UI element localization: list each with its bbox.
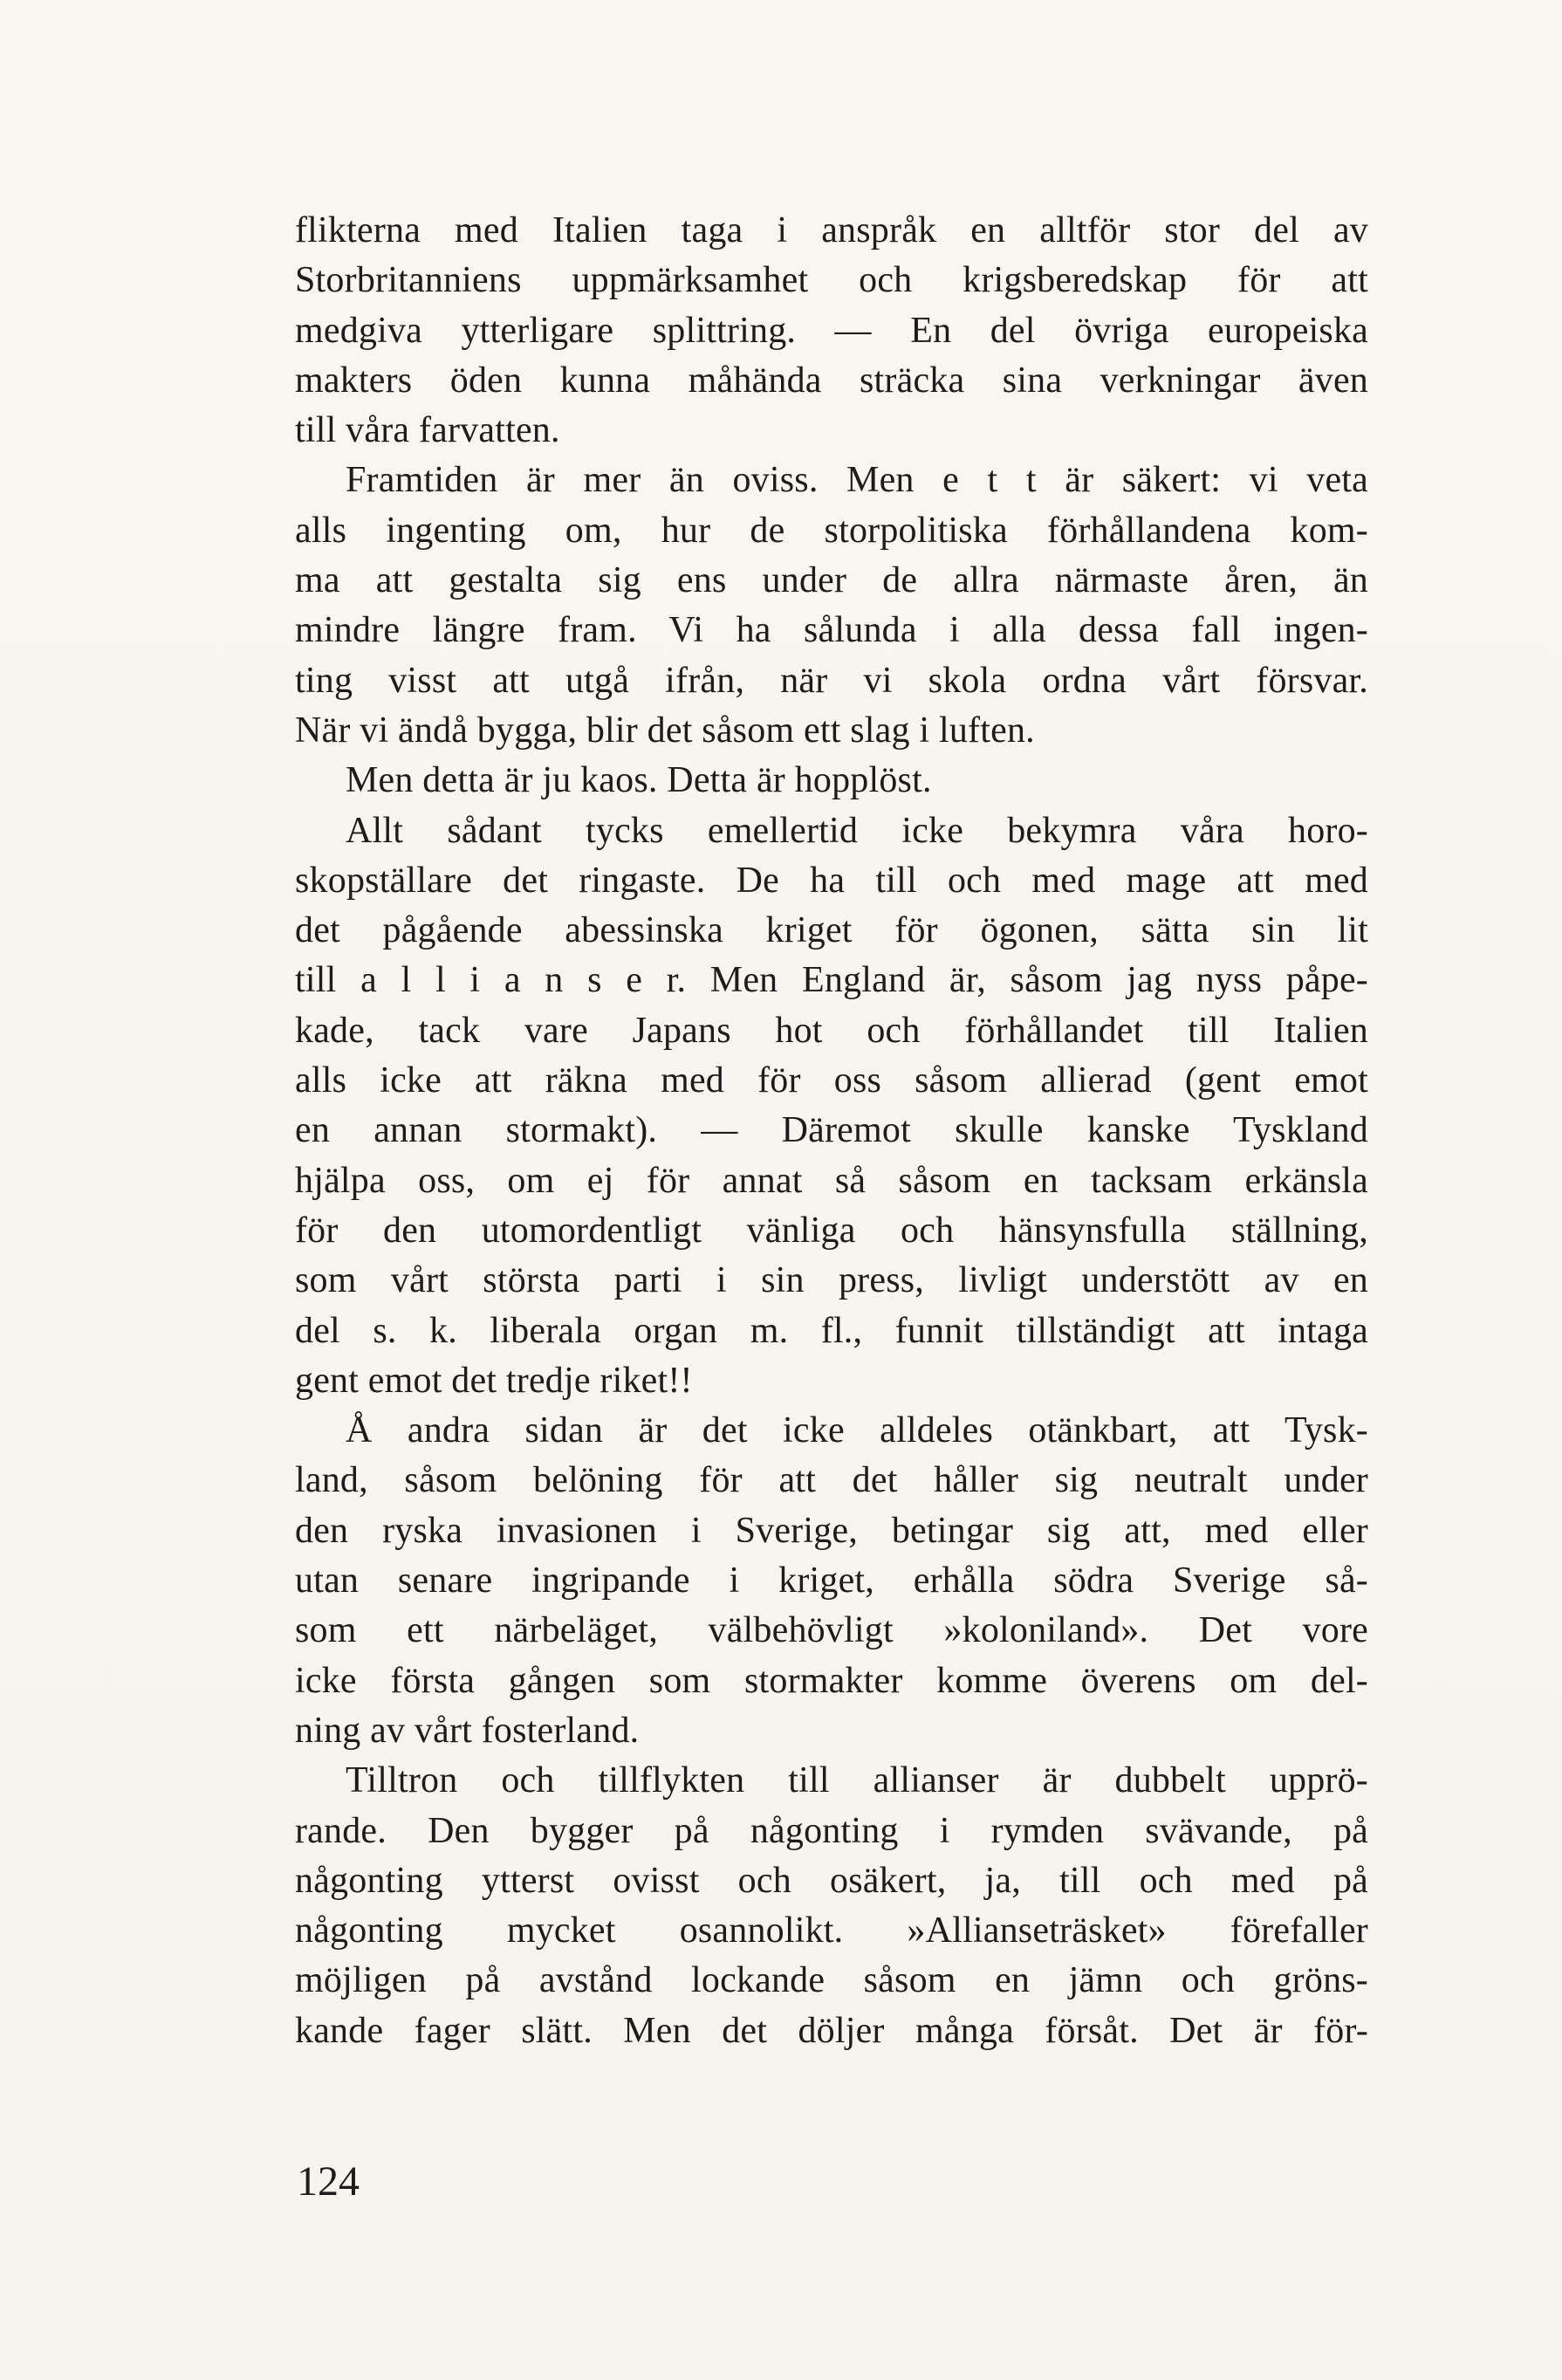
text-line: en annan stormakt). — Däremot skulle kanske Tyskland	[295, 1110, 1368, 1151]
text-line: utan senare ingripande i kriget, erhålla södra Sverige så-	[295, 1560, 1368, 1602]
text-line: Men detta är ju kaos. Detta är hopplöst.	[346, 760, 932, 801]
text-line: någonting ytterst ovisst och osäkert, ja, till och med på	[295, 1860, 1368, 1901]
text-line: del s. k. liberala organ m. fl., funnit tillständigt att intaga	[295, 1310, 1368, 1351]
text-line: Å andra sidan är det icke alldeles otänkbart, att Tysk-	[346, 1410, 1368, 1451]
text-line: gent emot det tredje riket!!	[295, 1360, 693, 1401]
text-line: det pågående abessinska kriget för ögonen, sätta sin lit	[295, 910, 1368, 951]
text-line: möjligen på avstånd lockande såsom en jämn och gröns-	[295, 1960, 1368, 2001]
text-line: alls ingenting om, hur de storpolitiska förhållandena kom-	[295, 510, 1368, 551]
text-line: ting visst att utgå ifrån, när vi skola ordna vårt försvar.	[295, 660, 1368, 701]
text-line: Storbritanniens uppmärksamhet och krigsberedskap för att	[295, 260, 1368, 301]
text-line: ma att gestalta sig ens under de allra närmaste åren, än	[295, 560, 1368, 601]
text-line: den ryska invasionen i Sverige, betingar sig att, med eller	[295, 1510, 1368, 1551]
text-line: land, såsom belöning för att det håller sig neutralt under	[295, 1460, 1368, 1501]
text-line: icke första gången som stormakter komme överens om del-	[295, 1660, 1368, 1701]
text-line: för den utomordentligt vänliga och hänsynsfulla ställning,	[295, 1210, 1368, 1251]
text-line: mindre längre fram. Vi ha sålunda i alla dessa fall ingen-	[295, 610, 1368, 651]
text-line: som ett närbeläget, välbehövligt »koloniland». Det vore	[295, 1610, 1368, 1651]
text-line: makters öden kunna måhända sträcka sina verkningar även	[295, 360, 1368, 401]
page-number: 124	[297, 2158, 360, 2205]
text-line: alls icke att räkna med för oss såsom allierad (gent emot	[295, 1060, 1368, 1101]
text-line: medgiva ytterligare splittring. — En del övriga europeiska	[295, 310, 1368, 351]
text-line: hjälpa oss, om ej för annat så såsom en tacksam erkänsla	[295, 1160, 1368, 1201]
text-line: som vårt största parti i sin press, livligt understött av en	[295, 1260, 1368, 1301]
text-line: skopställare det ringaste. De ha till och med mage att med	[295, 860, 1368, 901]
text-line: kade, tack vare Japans hot och förhållandet till Italien	[295, 1010, 1368, 1051]
text-line: ning av vårt fosterland.	[295, 1710, 640, 1751]
text-line: till a l l i a n s e r. Men England är, såsom jag nyss påpe-	[295, 960, 1368, 1001]
text-line: Allt sådant tycks emellertid icke bekymra våra horo-	[346, 810, 1368, 851]
text-line: kande fager slätt. Men det döljer många försåt. Det är för-	[295, 2010, 1368, 2051]
text-line: Tilltron och tillflykten till allianser är dubbelt upprö-	[346, 1760, 1368, 1801]
text-line: flikterna med Italien taga i anspråk en alltför stor del av	[295, 210, 1368, 250]
text-line: någonting mycket osannolikt. »Allianseträsket» förefaller	[295, 1910, 1368, 1951]
text-line: till våra farvatten.	[295, 410, 560, 451]
text-line: När vi ändå bygga, blir det såsom ett slag i luften.	[295, 710, 1035, 751]
body-text	[295, 206, 1368, 2056]
text-line: Framtiden är mer än oviss. Men e t t är säkert: vi veta	[346, 460, 1368, 501]
text-line: rande. Den bygger på någonting i rymden svävande, på	[295, 1810, 1368, 1851]
